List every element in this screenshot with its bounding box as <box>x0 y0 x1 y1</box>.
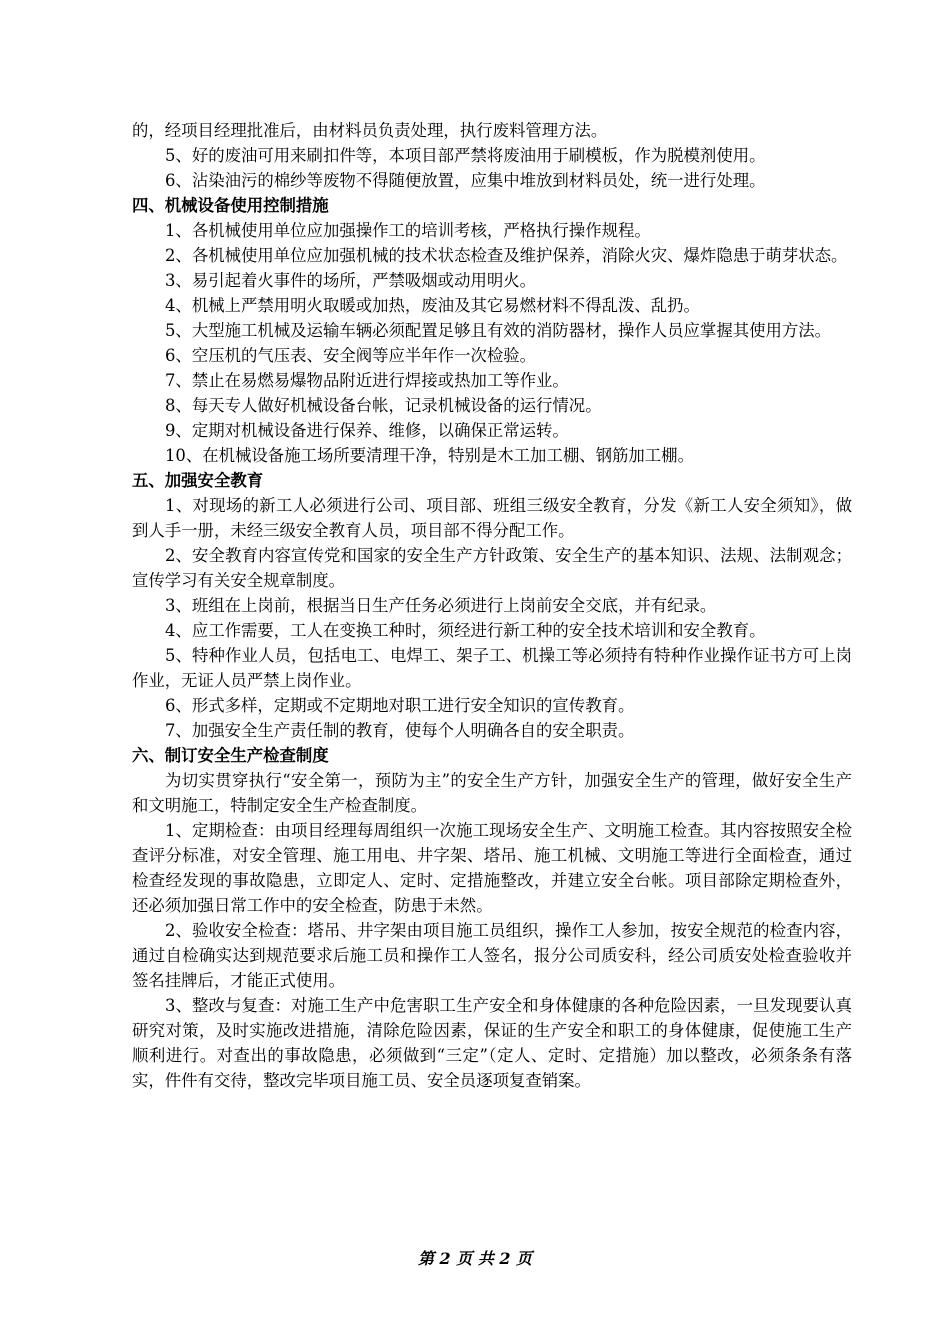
section-heading: 四、机械设备使用控制措施 <box>132 196 329 215</box>
paragraph: 10、在机械设备施工场所要清理干净，特别是木工加工棚、钢筋加工棚。 <box>165 446 694 465</box>
document-body <box>132 118 852 1093</box>
paragraph: 2、验收安全检查：塔吊、井字架由项目施工员组织，操作工人参加，按安全规范的检查内容，通过自检确实达到规范要求后施工员和操作工人签名，报分公司质安科，经公司质安处检查验收并签名挂牌后，才能正式使用。 <box>132 921 852 990</box>
paragraph: 为切实贯穿执行“安全第一，预防为主”的安全生产方针，加强安全生产的管理，做好安全生产和文明施工，特制定安全生产检查制度。 <box>132 771 852 815</box>
paragraph: 6、形式多样，定期或不定期地对职工进行安全知识的宣传教育。 <box>165 696 635 715</box>
paragraph: 8、每天专人做好机械设备台帐，记录机械设备的运行情况。 <box>165 396 602 415</box>
paragraph: 5、大型施工机械及运输车辆必须配置足够且有效的消防器材，操作人员应掌握其使用方法。 <box>165 321 832 340</box>
paragraph: 3、整改与复查：对施工生产中危害职工生产安全和身体健康的各种危险因素，一旦发现要认真研究对策，及时实施改进措施，清除危险因素，保证的生产安全和职工的身体健康，促使施工生产顺利进行。对查出的事故隐患，必须做到“三定”（定人、定时、定措施）加以整改，必须条条有落实，件件有交待，整改完毕项目施工员、安全员逐项复查销案。 <box>132 996 852 1090</box>
paragraph: 6、空压机的气压表、安全阀等应半年作一次检验。 <box>165 346 537 365</box>
paragraph: 3、班组在上岗前，根据当日生产任务必须进行上岗前安全交底，并有纪录。 <box>165 596 717 615</box>
paragraph: 1、对现场的新工人必须进行公司、项目部、班组三级安全教育，分发《新工人安全须知》，做到人手一册，未经三级安全教育人员，项目部不得分配工作。 <box>132 496 852 540</box>
paragraph: 3、易引起着火事件的场所，严禁吸烟或动用明火。 <box>165 271 537 290</box>
paragraph: 2、安全教育内容宣传党和国家的安全生产方针政策、安全生产的基本知识、法规、法制观念；宣传学习有关安全规章制度。 <box>132 546 852 590</box>
paragraph: 1、定期检查：由项目经理每周组织一次施工现场安全生产、文明施工检查。其内容按照安全检查评分标准，对安全管理、施工用电、井字架、塔吊、施工机械、文明施工等进行全面检查，通过检查经发现的事故隐患，立即定人、定时、定措施整改，并建立安全台帐。项目部除定期检查外，还必须加强日常工作中的安全检查，防患于未然。 <box>132 821 852 915</box>
paragraph: 6、沾染油污的棉纱等废物不得随便放置，应集中堆放到材料员处，统一进行处理。 <box>165 171 766 190</box>
paragraph: 5、特种作业人员，包括电工、电焊工、架子工、机操工等必须持有特种作业操作证书方可上岗作业，无证人员严禁上岗作业。 <box>132 646 852 690</box>
paragraph: 的，经项目经理批准后，由材料员负责处理，执行废料管理方法。 <box>132 121 608 140</box>
paragraph: 5、好的废油可用来刷扣件等，本项目部严禁将废油用于刷模板，作为脱模剂使用。 <box>165 146 766 165</box>
paragraph: 9、定期对机械设备进行保养、维修，以确保正常运转。 <box>165 421 569 440</box>
paragraph: 7、禁止在易燃易爆物品附近进行焊接或热加工等作业。 <box>165 371 569 390</box>
paragraph: 7、加强安全生产责任制的教育，使每个人明确各自的安全职责。 <box>165 721 635 740</box>
paragraph: 4、机械上严禁用明火取暖或加热，废油及其它易燃材料不得乱泼、乱扔。 <box>165 296 700 315</box>
section-heading: 六、制订安全生产检查制度 <box>132 746 329 765</box>
section-heading: 五、加强安全教育 <box>132 471 264 490</box>
paragraph: 4、应工作需要，工人在变换工种时，须经进行新工种的安全技术培训和安全教育。 <box>165 621 766 640</box>
page-number-footer: 第 2 页 共 2 页 <box>417 1249 533 1268</box>
paragraph: 2、各机械使用单位应加强机械的技术状态检查及维护保养，消除火灾、爆炸隐患于萌芽状态。 <box>165 246 848 265</box>
paragraph: 1、各机械使用单位应加强操作工的培训考核，严格执行操作规程。 <box>165 221 651 240</box>
